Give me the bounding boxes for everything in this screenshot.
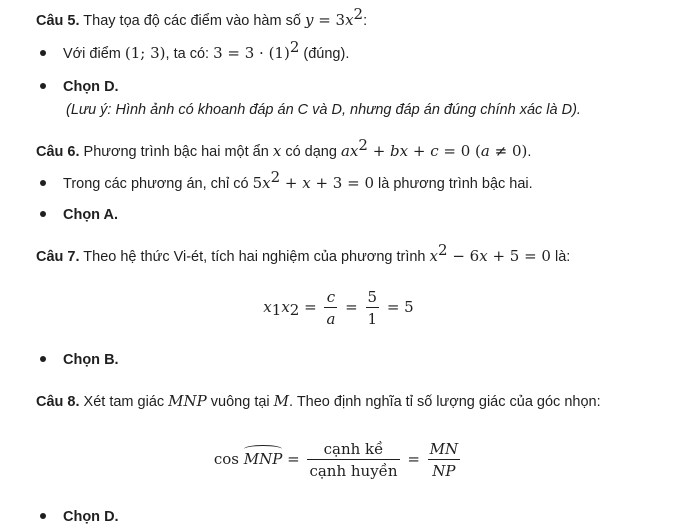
q6-label: Câu 6. xyxy=(36,144,80,160)
q7-choice: Chọn B. xyxy=(40,350,119,370)
bullet-icon xyxy=(40,211,46,217)
fraction-5-over-1: $\frac{5}{1}$ xyxy=(367,288,378,328)
fraction-c-over-a: $\frac{c}{a}$ xyxy=(326,288,336,328)
bullet-icon xyxy=(40,180,46,186)
bullet-icon xyxy=(40,83,46,89)
q5-choice: Chọn D. xyxy=(40,77,119,97)
q6-bullet-reason: Trong các phương án, chỉ có $5x^2 + x + 3 = 0$ là phương trình bậc hai. xyxy=(40,173,533,194)
bullet-icon xyxy=(40,356,46,362)
q5-statement: Câu 5. Thay tọa độ các điểm vào hàm số $y = 3x^2$: xyxy=(36,5,368,29)
angle-mnp: MNP xyxy=(243,450,283,468)
bullet-icon xyxy=(40,50,46,56)
q7-label: Câu 7. xyxy=(36,249,80,265)
fraction-ke-over-huyen: $\frac{\text{cạnh kề}}{\text{cạnh huyền}}$ xyxy=(309,440,398,480)
bullet-icon xyxy=(40,513,46,519)
q6-statement: Câu 6. Phương trình bậc hai một ẩn x có dạng $ax^2$ + bx + c = 0 (a ≠ 0). xyxy=(36,136,532,160)
q5-note: (Lưu ý: Hình ảnh có khoanh đáp án C và D, nhưng đáp án đúng chính xác là D). xyxy=(66,102,581,118)
q7-vieta-formula: $x_1x_2$ = $\frac{c}{a}$ = $\frac{5}{1}$ = 5 xyxy=(263,288,414,328)
q8-label: Câu 8. xyxy=(36,394,80,410)
q6-choice: Chọn A. xyxy=(40,205,118,225)
q8-statement: Câu 8. Xét tam giác MNP vuông tại M. Theo định nghĩa tỉ số lượng giác của góc nhọn: xyxy=(36,392,601,410)
q5-label: Câu 5. xyxy=(36,13,80,29)
fraction-mn-over-np: $\frac{MN}{NP}$ xyxy=(429,440,459,480)
q5-bullet-check: Với điểm (1; 3), ta có: $3 = 3 \cdot (1)^2$ (đúng). xyxy=(40,43,349,64)
q8-cosine-formula: cos MNP = $\frac{\text{cạnh kề}}{\text{cạnh huyền}}$ = $\frac{MN}{NP}$ xyxy=(213,440,459,480)
q8-choice: Chọn D. xyxy=(40,507,119,527)
q7-statement: Câu 7. Theo hệ thức Vi-ét, tích hai nghiệm của phương trình $x^2 - 6x + 5 = 0$ là: xyxy=(36,241,571,265)
